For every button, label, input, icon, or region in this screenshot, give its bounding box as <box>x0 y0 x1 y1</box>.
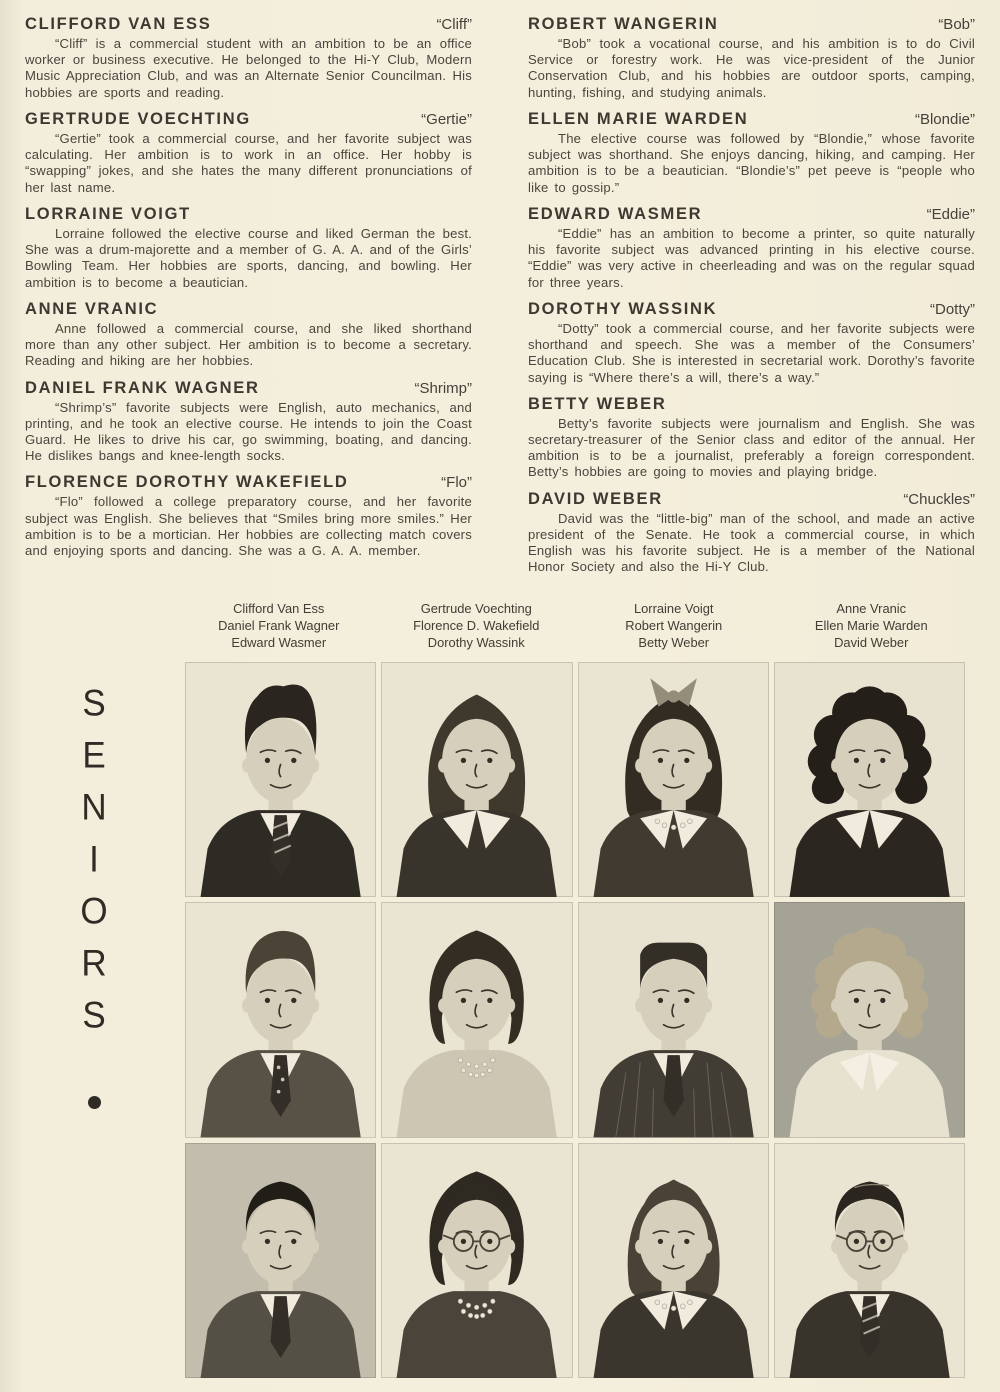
seniors-letter: S <box>82 995 106 1036</box>
portrait-photo-illustration <box>578 902 769 1137</box>
caption-line: Edward Wasmer <box>231 634 327 650</box>
bio-header <box>25 379 472 398</box>
bio-text: “Shrimp’s” favorite subjects were English, auto mechanics, and printing, and he took an elective course. He intends to join the Coast Guard. He likes to drive his car, go swimming, boating, and dancing. He dislikes bangs and knee-length socks. <box>25 399 472 464</box>
bio-text: Lorraine followed the elective course and liked German the best. She was a drum-majorette and a member of G. A. A. and of the Girls’ Bowling Team. Her hobbies are sports, dancing, and bowling. Her ambition is to become a beautician. <box>25 225 472 290</box>
portrait-daniel-frank-wagner <box>185 902 376 1137</box>
student-nickname: “Eddie” <box>926 205 975 223</box>
portrait-ellen-marie-warden <box>774 902 965 1137</box>
bio-column-right <box>528 15 975 585</box>
student-name: GERTRUDE VOECHTING <box>25 109 251 128</box>
portrait-photo-grid <box>185 662 965 1378</box>
student-name: EDWARD WASMER <box>528 204 703 223</box>
student-name: DAVID WEBER <box>528 489 663 508</box>
portrait-david-weber <box>774 1143 965 1378</box>
student-nickname: “Dotty” <box>930 300 975 318</box>
seniors-letter: O <box>80 891 108 932</box>
bio-text: “Eddie” has an ambition to become a printer, so quite naturally his favorite subject was advanced printing in his elective course. “Eddie” was very active in cheerleading and was on the regular squad for three years. <box>528 225 975 290</box>
portrait-clifford-van-ess <box>185 662 376 897</box>
portrait-florence-wakefield <box>381 902 572 1137</box>
portrait-anne-vranic <box>774 662 965 897</box>
student-name: ELLEN MARIE WARDEN <box>528 109 749 128</box>
photo-caption-block <box>180 601 970 651</box>
bio-entry <box>25 110 472 196</box>
bio-header <box>528 110 975 129</box>
bio-entry <box>25 205 472 291</box>
caption-line: Lorraine Voigt <box>633 601 714 616</box>
caption-line: Daniel Frank Wagner <box>218 617 340 633</box>
bio-column-left <box>25 15 472 585</box>
portrait-photo-illustration <box>578 1143 769 1378</box>
caption-line: Clifford Van Ess <box>233 601 325 616</box>
student-name: DANIEL FRANK WAGNER <box>25 378 260 397</box>
portrait-lorraine-voigt <box>578 662 769 897</box>
bio-header <box>528 395 975 414</box>
seniors-letter: I <box>89 839 99 880</box>
student-nickname: “Bob” <box>938 16 975 33</box>
bio-header <box>528 300 975 319</box>
bio-text: Anne followed a commercial course, and she liked shorthand more than any other subject. Her ambition is to become a secretary. Reading and hiking are her hobbies. <box>25 320 472 369</box>
bio-header <box>25 473 472 492</box>
bio-text: “Cliff” is a commercial student with an ambition to be an office worker or business executive. He belonged to the Hi-Y Club, Modern Music Appreciation Club, and was an Alternate Senior Councilman. His hobbies are sports and reading. <box>25 36 472 100</box>
bio-header <box>25 15 472 34</box>
bio-text: The elective course was followed by “Blondie,” whose favorite subject was shorthand. She enjoys dancing, hiking, and camping. Her ambition is to be a beautician. “Blondie’s” pet peeve is “people who like to gossip.” <box>528 130 975 195</box>
portrait-betty-weber <box>578 1143 769 1378</box>
bio-entry <box>25 300 472 370</box>
bio-header <box>528 15 975 34</box>
portrait-photo-illustration <box>774 902 965 1137</box>
caption-line: Gertrude Voechting <box>420 601 532 616</box>
portrait-photo-illustration <box>381 662 572 897</box>
student-name: CLIFFORD VAN ESS <box>25 15 212 33</box>
bio-entry <box>25 379 472 465</box>
caption-line: Betty Weber <box>638 634 710 650</box>
portrait-photo-illustration <box>774 662 965 897</box>
caption-line: Anne Vranic <box>836 601 907 616</box>
bio-header <box>528 490 975 509</box>
student-name: ANNE VRANIC <box>25 299 159 318</box>
portrait-edward-wasmer <box>185 1143 376 1378</box>
caption-line: Ellen Marie Warden <box>814 617 928 633</box>
caption-line: Dorothy Wassink <box>427 634 525 650</box>
seniors-letter: R <box>81 943 107 984</box>
student-name: DOROTHY WASSINK <box>528 299 718 318</box>
student-nickname: “Cliff” <box>436 16 472 33</box>
portrait-photo-illustration <box>185 662 376 897</box>
student-nickname: “Chuckles” <box>903 490 975 508</box>
bio-header <box>25 205 472 224</box>
bio-entry <box>528 15 975 101</box>
seniors-letter: E <box>82 735 106 776</box>
student-name: FLORENCE DOROTHY WAKEFIELD <box>25 473 349 492</box>
bio-text: “Flo” followed a college preparatory course, and her favorite subject was English. She believes that “Smiles bring more smiles.” Her ambition is to be a mortician. Her hobbies are collecting match covers and enjoying sports and dancing. She was a G. A. A. member. <box>25 494 472 559</box>
bio-text: David was the “little-big” man of the school, and made an active president of the Senate. He took a commercial course, in which English was his favorite subject. He is a member of the National Honor Society and also the Hi-Y Club. <box>528 510 975 575</box>
bio-entry <box>528 490 975 576</box>
portrait-dorothy-wassink <box>381 1143 572 1378</box>
caption-line: Florence D. Wakefield <box>413 617 540 633</box>
bio-entry <box>25 473 472 559</box>
portrait-photo-illustration <box>578 662 769 897</box>
portrait-gertrude-voechting <box>381 662 572 897</box>
student-name: LORRAINE VOIGT <box>25 204 191 223</box>
bio-entry <box>528 395 975 481</box>
student-nickname: “Shrimp” <box>414 379 472 397</box>
bio-header <box>25 300 472 319</box>
portrait-photo-illustration <box>381 1143 572 1378</box>
portrait-robert-wangerin <box>578 902 769 1137</box>
student-name: ROBERT WANGERIN <box>528 15 719 33</box>
portrait-photo-illustration <box>185 1143 376 1378</box>
bio-header <box>528 205 975 224</box>
student-nickname: “Gertie” <box>421 110 472 128</box>
seniors-letter: N <box>81 787 107 828</box>
caption-line: David Weber <box>834 634 909 650</box>
portrait-photo-illustration <box>185 902 376 1137</box>
caption-column <box>180 601 378 651</box>
portrait-photo-illustration <box>774 1143 965 1378</box>
caption-line: Robert Wangerin <box>625 617 723 633</box>
caption-column <box>575 601 773 651</box>
student-nickname: “Blondie” <box>914 110 975 128</box>
bio-text: Betty’s favorite subjects were journalism and English. She was secretary-treasurer of the Senior class and editor of the annual. Her ambition is to be a journalist, preferably a foreign correspondent. Betty’s hobbies are going to movies and playing bridge. <box>528 415 975 480</box>
bio-entry <box>528 110 975 196</box>
caption-column <box>773 601 971 651</box>
seniors-letter: S <box>82 683 106 724</box>
bio-text: “Dotty” took a commercial course, and her favorite subjects were shorthand and speech. She was a member of the Consumers’ Education Club. She is interested in secretarial work. Dorothy’s favorite saying is “Where there’s a will, there’s a way.” <box>528 320 975 385</box>
bio-entry <box>25 15 472 101</box>
bio-text: “Bob” took a vocational course, and his ambition is to do Civil Service or forestry work. He was vice-president of the Junior Conservation Club, and his hobbies are outdoor sports, camping, hunting, fishing, and studying animals. <box>528 36 975 100</box>
seniors-vertical-title <box>58 683 130 1109</box>
bio-section <box>25 15 975 585</box>
bio-header <box>25 110 472 129</box>
bio-text: “Gertie” took a commercial course, and her favorite subject was calculating. Her ambition is to work in an office. Her hobby is “swapping” jokes, and she hates the many different pronunciations of her last name. <box>25 130 472 195</box>
student-name: BETTY WEBER <box>528 394 667 413</box>
student-nickname: “Flo” <box>441 474 472 492</box>
bio-entry <box>528 300 975 386</box>
seniors-bullet-dot <box>88 1096 101 1109</box>
caption-column <box>378 601 576 651</box>
bio-entry <box>528 205 975 291</box>
portrait-photo-illustration <box>381 902 572 1137</box>
